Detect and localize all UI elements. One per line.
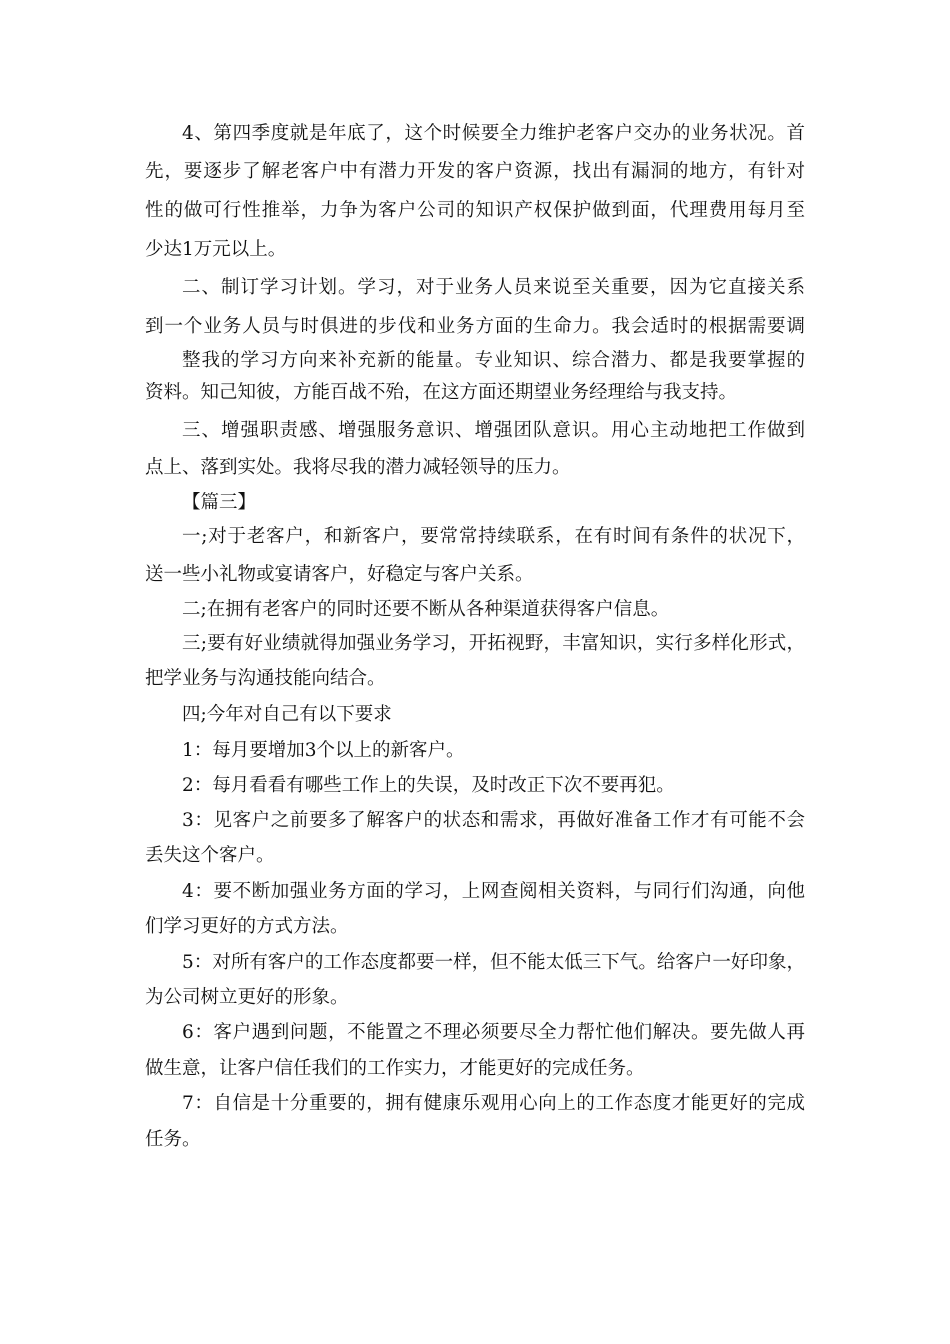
text-line: 做生意，让客户信任我们的工作实力，才能更好的完成任务。	[145, 1058, 645, 1079]
text-line: 整我的学习方向来补充新的能量。专业知识、综合潜力、都是我要掌握的	[182, 350, 805, 371]
text-line: 资料。知己知彼，方能百战不殆，在这方面还期望业务经理给与我支持。	[145, 382, 738, 403]
text-line: 送一些小礼物或宴请客户，好稳定与客户关系。	[145, 564, 534, 585]
text-line: 三;要有好业绩就得加强业务学习，开拓视野，丰富知识，实行多样化形式，	[182, 633, 805, 654]
list-item: 6：客户遇到问题，不能置之不理必须要尽全力帮忙他们解决。要先做人再	[182, 1022, 805, 1043]
text-line: 把学业务与沟通技能向结合。	[145, 668, 386, 689]
list-item: 7：自信是十分重要的，拥有健康乐观用心向上的工作态度才能更好的完成	[182, 1093, 805, 1114]
text-line: 一;对于老客户，和新客户，要常常持续联系，在有时间有条件的状况下，	[182, 526, 805, 547]
text-line: 三、增强职责感、增强服务意识、增强团队意识。用心主动地把工作做到	[182, 420, 805, 441]
text-line: 点上、落到实处。我将尽我的潜力减轻领导的压力。	[145, 457, 571, 478]
text-line: 任务。	[145, 1129, 201, 1150]
text-line: 为公司树立更好的形象。	[145, 987, 349, 1008]
section-heading: 【篇三】	[182, 492, 257, 513]
text-line: 4、第四季度就是年底了，这个时候要全力维护老客户交办的业务状况。首	[182, 123, 805, 144]
text-line: 性的做可行性推举，力争为客户公司的知识产权保护做到面，代理费用每月至	[145, 200, 805, 221]
text-line: 四;今年对自己有以下要求	[182, 704, 392, 725]
list-item: 1：每月要增加3个以上的新客户。	[182, 740, 465, 761]
text-line: 先，要逐步了解老客户中有潜力开发的客户资源，找出有漏洞的地方，有针对	[145, 161, 805, 182]
list-item: 3：见客户之前要多了解客户的状态和需求，再做好准备工作才有可能不会	[182, 810, 805, 831]
list-item: 2：每月看看有哪些工作上的失误，及时改正下次不要再犯。	[182, 775, 675, 796]
text-line: 二;在拥有老客户的同时还要不断从各种渠道获得客户信息。	[182, 599, 670, 620]
text-line: 二、制订学习计划。学习，对于业务人员来说至关重要，因为它直接关系	[182, 277, 805, 298]
text-line: 少达1万元以上。	[145, 239, 287, 260]
list-item: 4：要不断加强业务方面的学习，上网查阅相关资料，与同行们沟通，向他	[182, 881, 805, 902]
list-item: 5：对所有客户的工作态度都要一样，但不能太低三下气。给客户一好印象，	[182, 952, 805, 973]
text-line: 到一个业务人员与时俱进的步伐和业务方面的生命力。我会适时的根据需要调	[145, 316, 805, 337]
text-line: 丢失这个客户。	[145, 845, 275, 866]
text-line: 们学习更好的方式方法。	[145, 916, 349, 937]
